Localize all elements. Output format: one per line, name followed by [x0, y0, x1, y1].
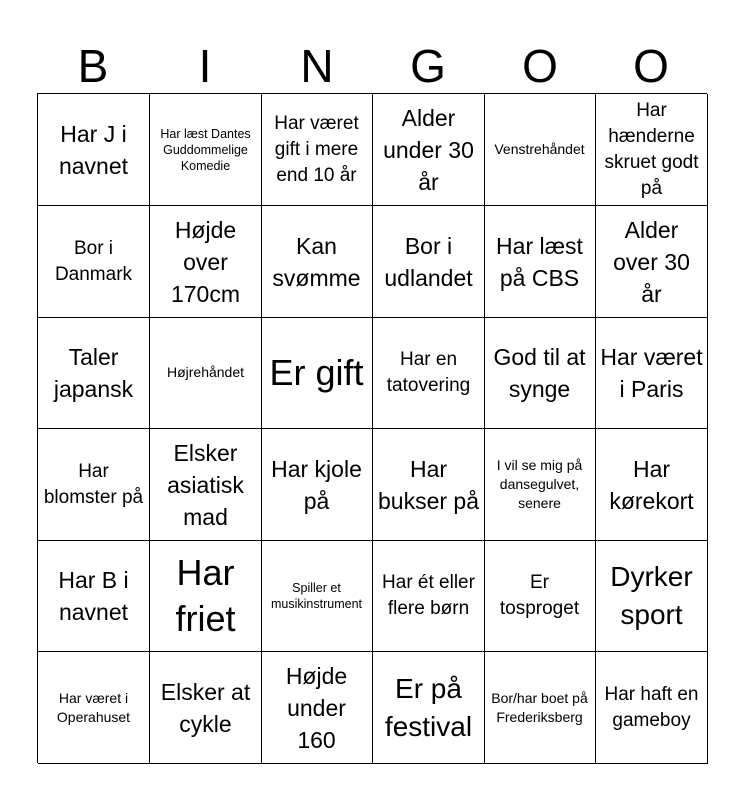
bingo-cell[interactable]	[373, 94, 485, 206]
bingo-cell[interactable]	[261, 429, 373, 541]
header-letter-2: I	[198, 40, 212, 92]
bingo-cell[interactable]	[261, 652, 373, 764]
header-letter-3: N	[300, 40, 334, 92]
cell-text: Har hænderne skruet godt på	[604, 99, 699, 199]
cell-text: Dyrker sport	[610, 560, 693, 630]
bingo-header	[37, 38, 707, 94]
cell-text: Højde over 170cm	[170, 216, 241, 307]
bingo-cell[interactable]	[373, 652, 485, 764]
cell-text: Er tosproget	[499, 571, 580, 619]
cell-text: Elsker at cykle	[160, 678, 251, 737]
cell-text: Højde under 160	[285, 662, 348, 753]
header-letter-5: O	[522, 40, 558, 92]
cell-text: Har ét eller flere børn	[382, 571, 475, 619]
cell-text: Taler japansk	[53, 343, 134, 402]
bingo-cell[interactable]	[484, 206, 596, 318]
bingo-cell[interactable]	[484, 94, 596, 206]
bingo-cell[interactable]	[261, 540, 373, 652]
cell-text: Højrehåndet	[166, 364, 245, 380]
cell-text: God til at synge	[493, 343, 586, 402]
cell-text: Alder under 30 år	[383, 104, 474, 195]
bingo-cell[interactable]	[596, 317, 708, 429]
cell-text: Elsker asiatisk mad	[167, 439, 244, 530]
cell-text: Har B i navnet	[58, 566, 129, 625]
bingo-cell[interactable]	[150, 429, 262, 541]
cell-text: Har kørekort	[609, 455, 694, 514]
cell-text: Bor/har boet på Frederiksberg	[491, 689, 588, 725]
cell-text: Har læst på CBS	[496, 232, 583, 291]
cell-text: I vil se mig på dansegulvet, senere	[496, 457, 583, 511]
bingo-grid	[37, 93, 707, 763]
bingo-cell[interactable]	[38, 94, 150, 206]
bingo-cell[interactable]	[261, 317, 373, 429]
bingo-cell[interactable]	[596, 429, 708, 541]
bingo-cell[interactable]	[484, 429, 596, 541]
cell-text: Spiller et musikinstrument	[271, 580, 362, 611]
cell-text: Kan svømme	[272, 232, 361, 291]
bingo-cell[interactable]	[484, 652, 596, 764]
bingo-cell[interactable]	[373, 317, 485, 429]
cell-text: Bor i Danmark	[54, 237, 133, 285]
bingo-cell[interactable]	[596, 94, 708, 206]
bingo-cell[interactable]	[596, 206, 708, 318]
bingo-cell[interactable]	[373, 429, 485, 541]
bingo-cell[interactable]	[150, 317, 262, 429]
cell-text: Er gift	[269, 351, 364, 393]
cell-text: Bor i udlandet	[384, 232, 473, 291]
bingo-cell[interactable]	[261, 94, 373, 206]
header-letter-6: O	[633, 40, 669, 92]
cell-text: Har bukser på	[377, 455, 479, 514]
cell-text: Venstrehåndet	[494, 141, 585, 157]
bingo-cell[interactable]	[38, 317, 150, 429]
cell-text: Har en tatovering	[386, 348, 471, 396]
cell-text: Har været i Operahuset	[56, 689, 131, 725]
cell-text: Har friet	[175, 551, 236, 639]
bingo-cell[interactable]	[261, 206, 373, 318]
bingo-cell[interactable]	[373, 206, 485, 318]
bingo-cell[interactable]	[484, 540, 596, 652]
bingo-cell[interactable]	[38, 652, 150, 764]
cell-text: Har læst Dantes Guddommelige Komedie	[160, 126, 251, 173]
bingo-cell[interactable]	[373, 540, 485, 652]
cell-text: Har været i Paris	[600, 343, 703, 402]
cell-text: Har blomster på	[43, 460, 144, 508]
bingo-cell[interactable]	[484, 317, 596, 429]
bingo-cell[interactable]	[150, 94, 262, 206]
bingo-cell[interactable]	[38, 540, 150, 652]
bingo-cell[interactable]	[596, 652, 708, 764]
bingo-cell[interactable]	[150, 652, 262, 764]
header-letter-1: B	[77, 40, 109, 92]
cell-text: Har kjole på	[271, 455, 362, 514]
cell-text: Har haft en gameboy	[604, 683, 699, 731]
cell-text: Har J i navnet	[58, 120, 129, 179]
cell-text: Har været gift i mere end 10 år	[274, 112, 359, 186]
header-letter-4: G	[410, 40, 446, 92]
bingo-cell[interactable]	[38, 206, 150, 318]
cell-text: Er på festival	[384, 672, 473, 742]
bingo-cell[interactable]	[596, 540, 708, 652]
bingo-cell[interactable]	[150, 206, 262, 318]
cell-text: Alder over 30 år	[613, 216, 690, 307]
bingo-cell[interactable]	[150, 540, 262, 652]
bingo-cell[interactable]	[38, 429, 150, 541]
